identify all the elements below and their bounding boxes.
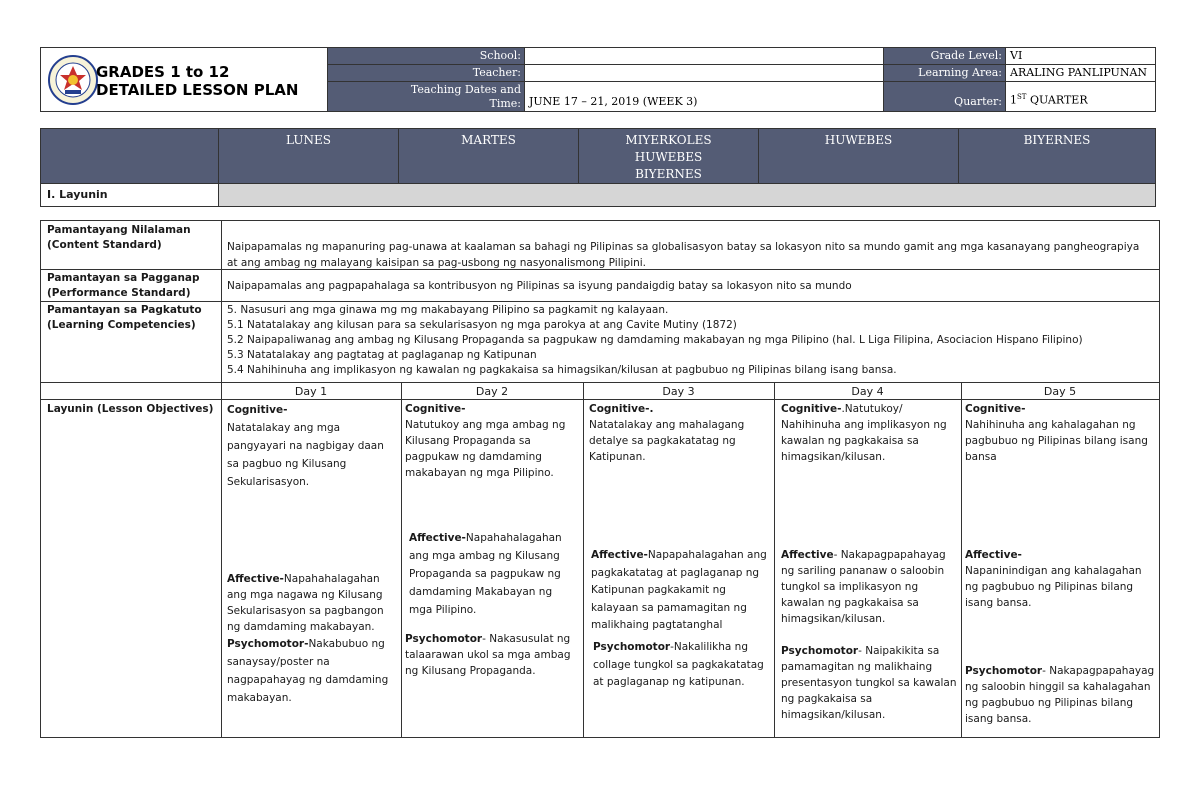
grade-level-field[interactable]: VI (1005, 48, 1155, 65)
performance-standard-text: Naipapamalas ang pagpapahalaga sa kontribusyon ng Pilipinas sa isyung pandaigdig batay sa lokasyon nito sa mundo (227, 280, 852, 292)
day-4-affective (781, 547, 957, 627)
affective-label: Affective- (409, 532, 466, 544)
quarter-word: QUARTER (1026, 93, 1088, 107)
day-header-blank (41, 129, 219, 183)
lesson-plan-header (40, 47, 1156, 112)
day-header-huwebes: HUWEBES (759, 129, 959, 183)
col-divider (583, 382, 584, 737)
psychomotor-text: Nakabubuo ng sanaysay/poster na nagpapahayag ng damdaming makabayan. (227, 638, 389, 704)
day-4-cognitive (781, 401, 957, 465)
day-5-psychomotor (965, 663, 1155, 727)
performance-standard-label-line1: Pamantayan sa Pagganap (47, 272, 200, 284)
day-3-header: Day 3 (662, 385, 695, 398)
learning-area-label: Learning Area: (884, 65, 1005, 82)
day-1-affective (227, 571, 395, 635)
header-info-grid (328, 48, 1155, 111)
learning-competencies-label-line1: Pamantayan sa Pagkatuto (47, 304, 202, 316)
affective-label: Affective- (591, 549, 648, 561)
teaching-dates-label (328, 82, 524, 111)
title-line-1: GRADES 1 to 12 (96, 63, 230, 81)
day-5-cognitive (965, 401, 1155, 465)
title-box (41, 48, 328, 111)
day-header-biyernes: BIYERNES (959, 129, 1155, 183)
grade-level-label: Grade Level: (884, 48, 1005, 65)
day-5-affective (965, 547, 1155, 611)
learning-competencies-list (227, 303, 1153, 378)
learning-competencies-label-line2: (Learning Competencies) (47, 319, 196, 331)
col-divider (401, 382, 402, 737)
cognitive-label: Cognitive- (781, 403, 842, 415)
psychomotor-text: - Naipakikita sa pamamagitan ng malikhaing presentasyon tungkol sa kawalan ng pagkakaisa sa himagsikan/kilusan. (781, 645, 957, 721)
learning-competencies-label (47, 303, 217, 333)
quarter-suffix: ST (1017, 93, 1027, 101)
teaching-dates-label-line1: Teaching Dates and (410, 83, 521, 96)
cognitive-text: Natatalakay ang mahalagang detalye sa pagkakatatag ng Katipunan. (589, 419, 745, 463)
day-2-psychomotor (405, 631, 577, 679)
competency-item: 5.3 Natatalakay ang pagtatag at paglaganap ng Katipunan (227, 349, 537, 361)
cognitive-label: Cognitive-. (589, 403, 654, 415)
layunin-shaded-bar (219, 183, 1155, 206)
psychomotor-label: Psychomotor (405, 633, 483, 645)
affective-text: Napaninindigan ang kahalagahan ng pagbubuo ng Pilipinas bilang isang bansa. (965, 565, 1142, 609)
psychomotor-label: Psychomotor (593, 641, 671, 653)
day-1-psychomotor (227, 635, 395, 707)
content-standard-label-line2: (Content Standard) (47, 239, 162, 251)
affective-text: - Nakapagpapahayag ng sariling pananaw o saloobin tungkol sa implikasyon ng kawalan ng pagkakaisa sa himagsikan/kilusan. (781, 549, 946, 625)
cognitive-text: Nahihinuha ang kahalagahan ng pagbubuo ng Pilipinas bilang isang bansa (965, 419, 1148, 463)
psychomotor-text: -Nakalilikha ng collage tungkol sa pagkakatatag at paglaganap ng katipunan. (593, 641, 764, 688)
day-5-header: Day 5 (1043, 385, 1077, 398)
competency-item: 5. Nasusuri ang mga ginawa mg mg makabayang Pilipino sa pagkamit ng kalayaan. (227, 304, 669, 316)
col-divider (774, 382, 775, 737)
day-2-affective (409, 529, 575, 619)
day-3-cognitive (589, 401, 769, 465)
teacher-field[interactable] (524, 65, 884, 82)
day-header-miyerkoles-line3: BIYERNES (635, 167, 702, 181)
competency-item: 5.4 Nahihinuha ang implikasyon ng kawalan ng pagkakaisa sa himagsikan/kilusan at pagbubuo ng Pilipinas bilang isang bansa. (227, 364, 897, 376)
cognitive-text: Natutukoy ang mga ambag ng Kilusang Propaganda sa pagpukaw ng damdaming makabayan ng mga Pilipino. (405, 419, 566, 479)
day-header-miyerkoles (579, 129, 759, 183)
affective-label: Affective (781, 549, 834, 561)
psychomotor-text: - Nakasusulat ng talaarawan ukol sa mga ambag ng Kilusang Propaganda. (405, 633, 571, 677)
day-2-header: Day 2 (475, 385, 509, 398)
teacher-label: Teacher: (328, 65, 524, 82)
cognitive-text: Natatalakay ang mga pangyayari na nagbigay daan sa pagbuo ng Kilusang Sekularisasyon. (227, 422, 384, 488)
layunin-label: I. Layunin (41, 183, 219, 206)
cognitive-label: Cognitive- (227, 404, 288, 416)
day-header-miyerkoles-line2: HUWEBES (634, 150, 703, 164)
day-4-psychomotor (781, 643, 957, 723)
day-2-cognitive (405, 401, 577, 481)
school-label: School: (328, 48, 524, 65)
affective-text: Napahahalagahan ang mga ambag ng Kilusang Propaganda sa pagpukaw ng damdaming Makabayan ng mga Pilipino. (409, 532, 562, 616)
affective-text: Napapahalagahan ang pagkakatatag at paglaganap ng Katipunan pagkakamit ng kalayaan sa pamamagitan ng malikhaing pagtatanghal (591, 549, 767, 631)
day-3-psychomotor (593, 639, 769, 692)
quarter-number: 1 (1010, 93, 1017, 107)
teaching-dates-field[interactable]: JUNE 17 – 21, 2019 (WEEK 3) (524, 82, 884, 111)
day-header-table (40, 128, 1156, 207)
performance-standard-label-line2: (Performance Standard) (47, 287, 191, 299)
lesson-objectives-label: Layunin (Lesson Objectives) (47, 403, 214, 415)
psychomotor-text: - Nakapagpapahayag ng saloobin hinggil sa kahalagahan ng pagbubuo ng Pilipinas bilang isang bansa. (965, 665, 1155, 725)
content-standard-text: Naipapamalas ng mapanuring pag-unawa at kaalaman sa bahagi ng Pilipinas sa globalisasyon batay sa lokasyon nito sa mundo gamit ang mga kasanayang pangheograpiya at ang ambag ng malayang kaisipan sa pag-usbong ng nasyonalismong Pilipini. (227, 241, 1140, 269)
quarter-label: Quarter: (884, 82, 1005, 111)
cognitive-label: Cognitive- (965, 403, 1026, 415)
content-standard-label (47, 223, 217, 253)
cognitive-text: .Natutukoy/ Nahihinuha ang implikasyon ng kawalan ng pagkakaisa sa himagsikan/kilusan. (781, 403, 947, 463)
deped-seal-icon (48, 55, 98, 105)
psychomotor-label: Psychomotor (781, 645, 859, 657)
psychomotor-label: Psychomotor (965, 665, 1043, 677)
performance-standard-label (47, 271, 217, 301)
affective-text: Napahahalagahan ang mga nagawa ng Kilusang Sekularisasyon sa pagbangon ng damdaming makabayan. (227, 573, 384, 633)
affective-label: Affective- (965, 549, 1022, 561)
col-divider (221, 221, 222, 737)
content-standard-label-line1: Pamantayang Nilalaman (47, 224, 191, 236)
day-1-cognitive (227, 401, 395, 491)
cognitive-label: Cognitive- (405, 403, 466, 415)
col-divider (961, 382, 962, 737)
day-header-lunes: LUNES (219, 129, 399, 183)
row-divider (41, 301, 1159, 302)
school-field[interactable] (524, 48, 884, 65)
day-1-header: Day 1 (294, 385, 328, 398)
day-3-affective (591, 547, 769, 635)
learning-area-field[interactable]: ARALING PANLIPUNAN (1005, 65, 1155, 82)
teaching-dates-label-line2: Time: (489, 97, 521, 110)
row-divider (41, 382, 1159, 383)
competency-item: 5.2 Naipapaliwanag ang ambag ng Kilusang Propaganda sa pagpukaw ng damdaming makabayan ng mga Pilipino (hal. L Liga Filipina, Asociacion Hispano Filipino) (227, 334, 1083, 346)
competency-item: 5.1 Natatalakay ang kilusan para sa sekularisasyon ng mga parokya at ang Cavite Mutiny (1872) (227, 319, 737, 331)
affective-label: Affective- (227, 573, 284, 585)
title-line-2: DETAILED LESSON PLAN (96, 81, 299, 99)
day-header-martes: MARTES (399, 129, 579, 183)
lesson-plan-table (40, 220, 1160, 738)
day-header-miyerkoles-line1: MIYERKOLES (625, 133, 712, 147)
day-4-header: Day 4 (851, 385, 884, 398)
psychomotor-label: Psychomotor- (227, 638, 309, 650)
quarter-field[interactable] (1005, 82, 1155, 111)
